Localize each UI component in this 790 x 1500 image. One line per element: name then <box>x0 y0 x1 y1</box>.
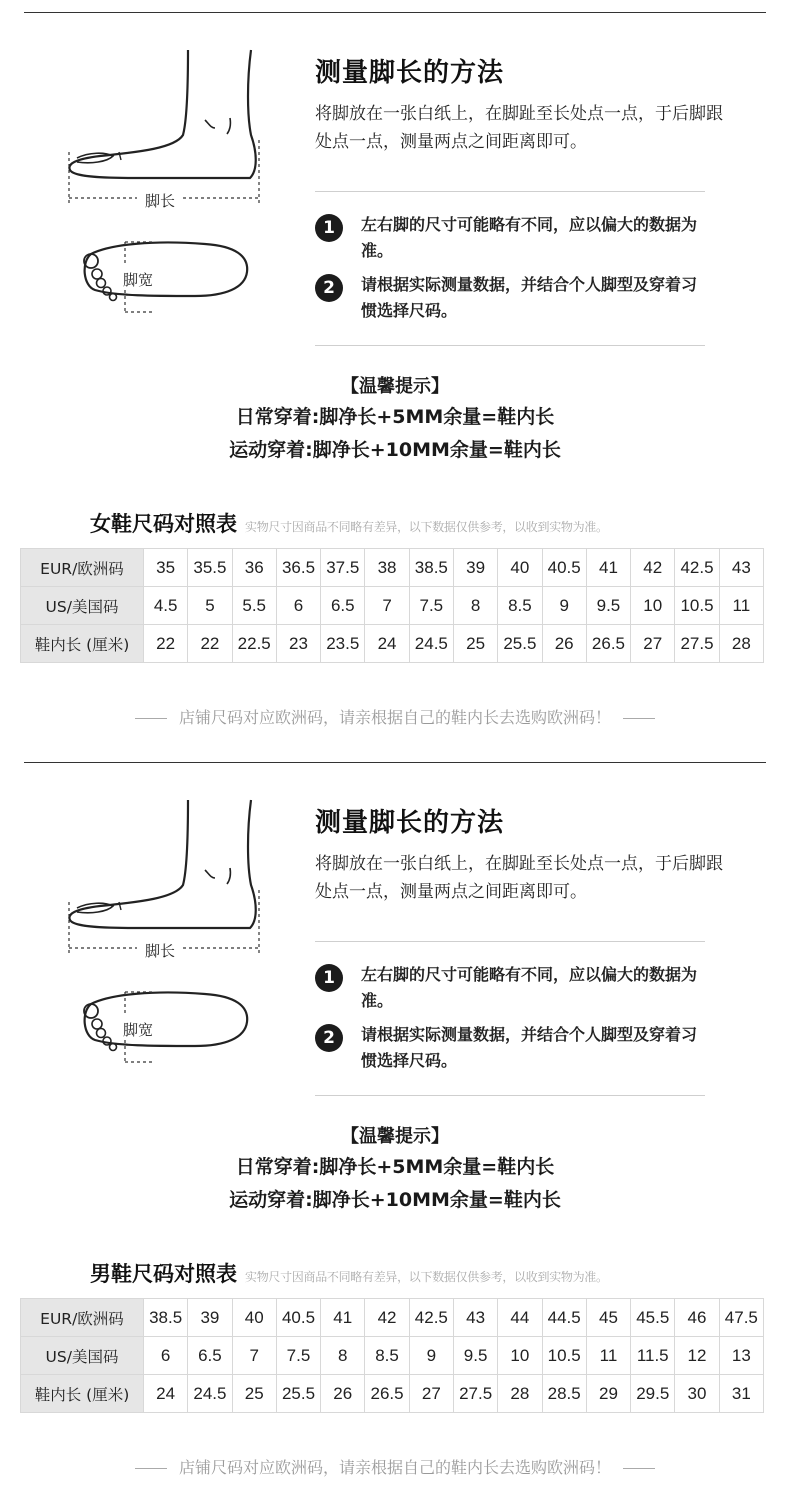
tip-number-badge: 1 <box>315 214 343 242</box>
tip-text: 左右脚的尺寸可能略有不同，应以偏大的数据为准。 <box>361 965 698 1010</box>
table-cell: 38 <box>365 549 409 587</box>
table-cell: 5 <box>188 587 232 625</box>
table-cell: 47.5 <box>719 1299 763 1337</box>
table-cell: 28.5 <box>542 1375 586 1413</box>
table-cell: 31 <box>719 1375 763 1413</box>
table-cell: 25 <box>453 625 497 663</box>
divider <box>315 941 705 942</box>
table-cell: 24 <box>144 1375 188 1413</box>
table-cell: 7.5 <box>409 587 453 625</box>
table-cell: 6 <box>276 587 320 625</box>
table-cell: 10.5 <box>675 587 719 625</box>
table-cell: 11.5 <box>631 1337 675 1375</box>
table-cell: 10 <box>631 587 675 625</box>
table-cell: 43 <box>453 1299 497 1337</box>
table-cell: 9.5 <box>586 587 630 625</box>
table-cell: 44 <box>498 1299 542 1337</box>
table-cell: 36 <box>232 549 276 587</box>
table-cell: 35 <box>144 549 188 587</box>
table-cell: 40.5 <box>276 1299 320 1337</box>
table-cell: 41 <box>321 1299 365 1337</box>
table-cell: 42.5 <box>409 1299 453 1337</box>
table-cell: 45 <box>586 1299 630 1337</box>
warm-tip-sport: 运动穿着:脚净长+10MM余量=鞋内长 <box>229 439 561 461</box>
table-cell: 4.5 <box>144 587 188 625</box>
dash-left <box>135 718 167 719</box>
table-cell: 38.5 <box>144 1299 188 1337</box>
table-cell: 7 <box>232 1337 276 1375</box>
table-cell: 7.5 <box>276 1337 320 1375</box>
bottom-note: 店铺尺码对应欧洲码，请亲根据自己的鞋内长去选购欧洲码！ <box>178 708 611 727</box>
table-cell: 10.5 <box>542 1337 586 1375</box>
table-cell: 39 <box>188 1299 232 1337</box>
warm-tip-daily: 日常穿着:脚净长+5MM余量=鞋内长 <box>235 406 555 428</box>
table-cell: 6.5 <box>321 587 365 625</box>
top-divider <box>24 12 766 13</box>
warm-tip-title: 【温馨提示】 <box>341 376 449 397</box>
row-header: EUR/欧洲码 <box>21 549 144 587</box>
bottom-note-row <box>0 705 790 728</box>
table-cell: 6.5 <box>188 1337 232 1375</box>
table-cell: 24.5 <box>409 625 453 663</box>
bottom-note: 店铺尺码对应欧洲码，请亲根据自己的鞋内长去选购欧洲码！ <box>178 1458 611 1477</box>
size-guide-men <box>0 750 790 1500</box>
table-cell: 46 <box>675 1299 719 1337</box>
table-cell: 44.5 <box>542 1299 586 1337</box>
table-cell: 42 <box>365 1299 409 1337</box>
foot-diagram <box>55 40 285 330</box>
table-cell: 40.5 <box>542 549 586 587</box>
table-cell: 26.5 <box>586 625 630 663</box>
tip-number-badge: 2 <box>315 274 343 302</box>
table-cell: 29.5 <box>631 1375 675 1413</box>
table-cell: 40 <box>232 1299 276 1337</box>
warm-tip-title: 【温馨提示】 <box>341 1126 449 1147</box>
table-cell: 29 <box>586 1375 630 1413</box>
table-row <box>21 1375 764 1413</box>
method-title: 测量脚长的方法 <box>315 808 505 838</box>
table-cell: 25.5 <box>498 625 542 663</box>
table-cell: 40 <box>498 549 542 587</box>
size-table-note: 实物尺寸因商品不同略有差异，以下数据仅供参考，以收到实物为准。 <box>245 1270 608 1284</box>
table-cell: 43 <box>719 549 763 587</box>
tip-number-badge: 1 <box>315 964 343 992</box>
method-description: 将脚放在一张白纸上，在脚趾至长处点一点，于后脚跟处点一点，测量两点之间距离即可。 <box>315 854 723 902</box>
table-row <box>21 549 764 587</box>
size-table-note: 实物尺寸因商品不同略有差异，以下数据仅供参考，以收到实物为准。 <box>245 520 608 534</box>
table-cell: 8 <box>453 587 497 625</box>
tip-text: 左右脚的尺寸可能略有不同，应以偏大的数据为准。 <box>361 215 698 260</box>
divider <box>315 345 705 346</box>
table-cell: 37.5 <box>321 549 365 587</box>
size-table-title: 女鞋尺码对照表 <box>90 512 237 536</box>
tip-text: 请根据实际测量数据，并结合个人脚型及穿着习惯选择尺码。 <box>361 1025 698 1070</box>
table-cell: 36.5 <box>276 549 320 587</box>
method-title: 测量脚长的方法 <box>315 58 505 88</box>
table-cell: 22 <box>188 625 232 663</box>
size-table <box>20 1298 764 1413</box>
table-cell: 23.5 <box>321 625 365 663</box>
table-cell: 22 <box>144 625 188 663</box>
divider <box>315 191 705 192</box>
table-cell: 28 <box>719 625 763 663</box>
table-cell: 27.5 <box>453 1375 497 1413</box>
table-cell: 24 <box>365 625 409 663</box>
foot-side-illustration <box>55 790 285 1080</box>
foot-side-outline <box>69 50 255 178</box>
foot-side-outline <box>69 800 255 928</box>
dash-left <box>135 1468 167 1469</box>
table-cell: 11 <box>586 1337 630 1375</box>
table-cell: 26.5 <box>365 1375 409 1413</box>
table-cell: 9 <box>542 587 586 625</box>
row-header: EUR/欧洲码 <box>21 1299 144 1337</box>
table-cell: 35.5 <box>188 549 232 587</box>
table-cell: 7 <box>365 587 409 625</box>
size-table-heading <box>90 508 608 538</box>
table-cell: 28 <box>498 1375 542 1413</box>
table-cell: 12 <box>675 1337 719 1375</box>
table-cell: 42.5 <box>675 549 719 587</box>
table-cell: 25 <box>232 1375 276 1413</box>
table-cell: 41 <box>586 549 630 587</box>
warm-tip-daily: 日常穿着:脚净长+5MM余量=鞋内长 <box>235 1156 555 1178</box>
table-cell: 38.5 <box>409 549 453 587</box>
table-cell: 42 <box>631 549 675 587</box>
table-cell: 26 <box>542 625 586 663</box>
top-divider <box>24 762 766 763</box>
table-cell: 11 <box>719 587 763 625</box>
table-cell: 9 <box>409 1337 453 1375</box>
dash-right <box>623 718 655 719</box>
table-row <box>21 587 764 625</box>
table-row <box>21 625 764 663</box>
table-cell: 9.5 <box>453 1337 497 1375</box>
table-cell: 8 <box>321 1337 365 1375</box>
row-header: 鞋内长 (厘米) <box>21 625 144 663</box>
table-cell: 6 <box>144 1337 188 1375</box>
table-row <box>21 1299 764 1337</box>
warm-tip-sport: 运动穿着:脚净长+10MM余量=鞋内长 <box>229 1189 561 1211</box>
table-cell: 13 <box>719 1337 763 1375</box>
size-table-title: 男鞋尺码对照表 <box>90 1262 237 1286</box>
tip-text: 请根据实际测量数据，并结合个人脚型及穿着习惯选择尺码。 <box>361 275 698 320</box>
divider <box>315 1095 705 1096</box>
dash-right <box>623 1468 655 1469</box>
size-table <box>20 548 764 663</box>
method-description: 将脚放在一张白纸上，在脚趾至长处点一点，于后脚跟处点一点，测量两点之间距离即可。 <box>315 104 723 152</box>
foot-width-label: 脚宽 <box>123 271 154 289</box>
table-cell: 26 <box>321 1375 365 1413</box>
table-cell: 25.5 <box>276 1375 320 1413</box>
foot-width-label: 脚宽 <box>123 1021 154 1039</box>
table-cell: 39 <box>453 549 497 587</box>
row-header: US/美国码 <box>21 587 144 625</box>
foot-side-illustration <box>55 40 285 330</box>
table-cell: 22.5 <box>232 625 276 663</box>
table-cell: 45.5 <box>631 1299 675 1337</box>
row-header: US/美国码 <box>21 1337 144 1375</box>
table-cell: 27 <box>409 1375 453 1413</box>
bottom-note-row <box>0 1455 790 1478</box>
foot-length-label: 脚长 <box>145 192 176 210</box>
table-cell: 5.5 <box>232 587 276 625</box>
table-row <box>21 1337 764 1375</box>
table-cell: 8.5 <box>365 1337 409 1375</box>
table-cell: 10 <box>498 1337 542 1375</box>
tip-number-badge: 2 <box>315 1024 343 1052</box>
table-cell: 27.5 <box>675 625 719 663</box>
table-cell: 30 <box>675 1375 719 1413</box>
foot-length-label: 脚长 <box>145 942 176 960</box>
table-cell: 8.5 <box>498 587 542 625</box>
table-cell: 23 <box>276 625 320 663</box>
foot-diagram <box>55 790 285 1080</box>
table-cell: 27 <box>631 625 675 663</box>
row-header: 鞋内长 (厘米) <box>21 1375 144 1413</box>
size-table-heading <box>90 1258 608 1288</box>
table-cell: 24.5 <box>188 1375 232 1413</box>
